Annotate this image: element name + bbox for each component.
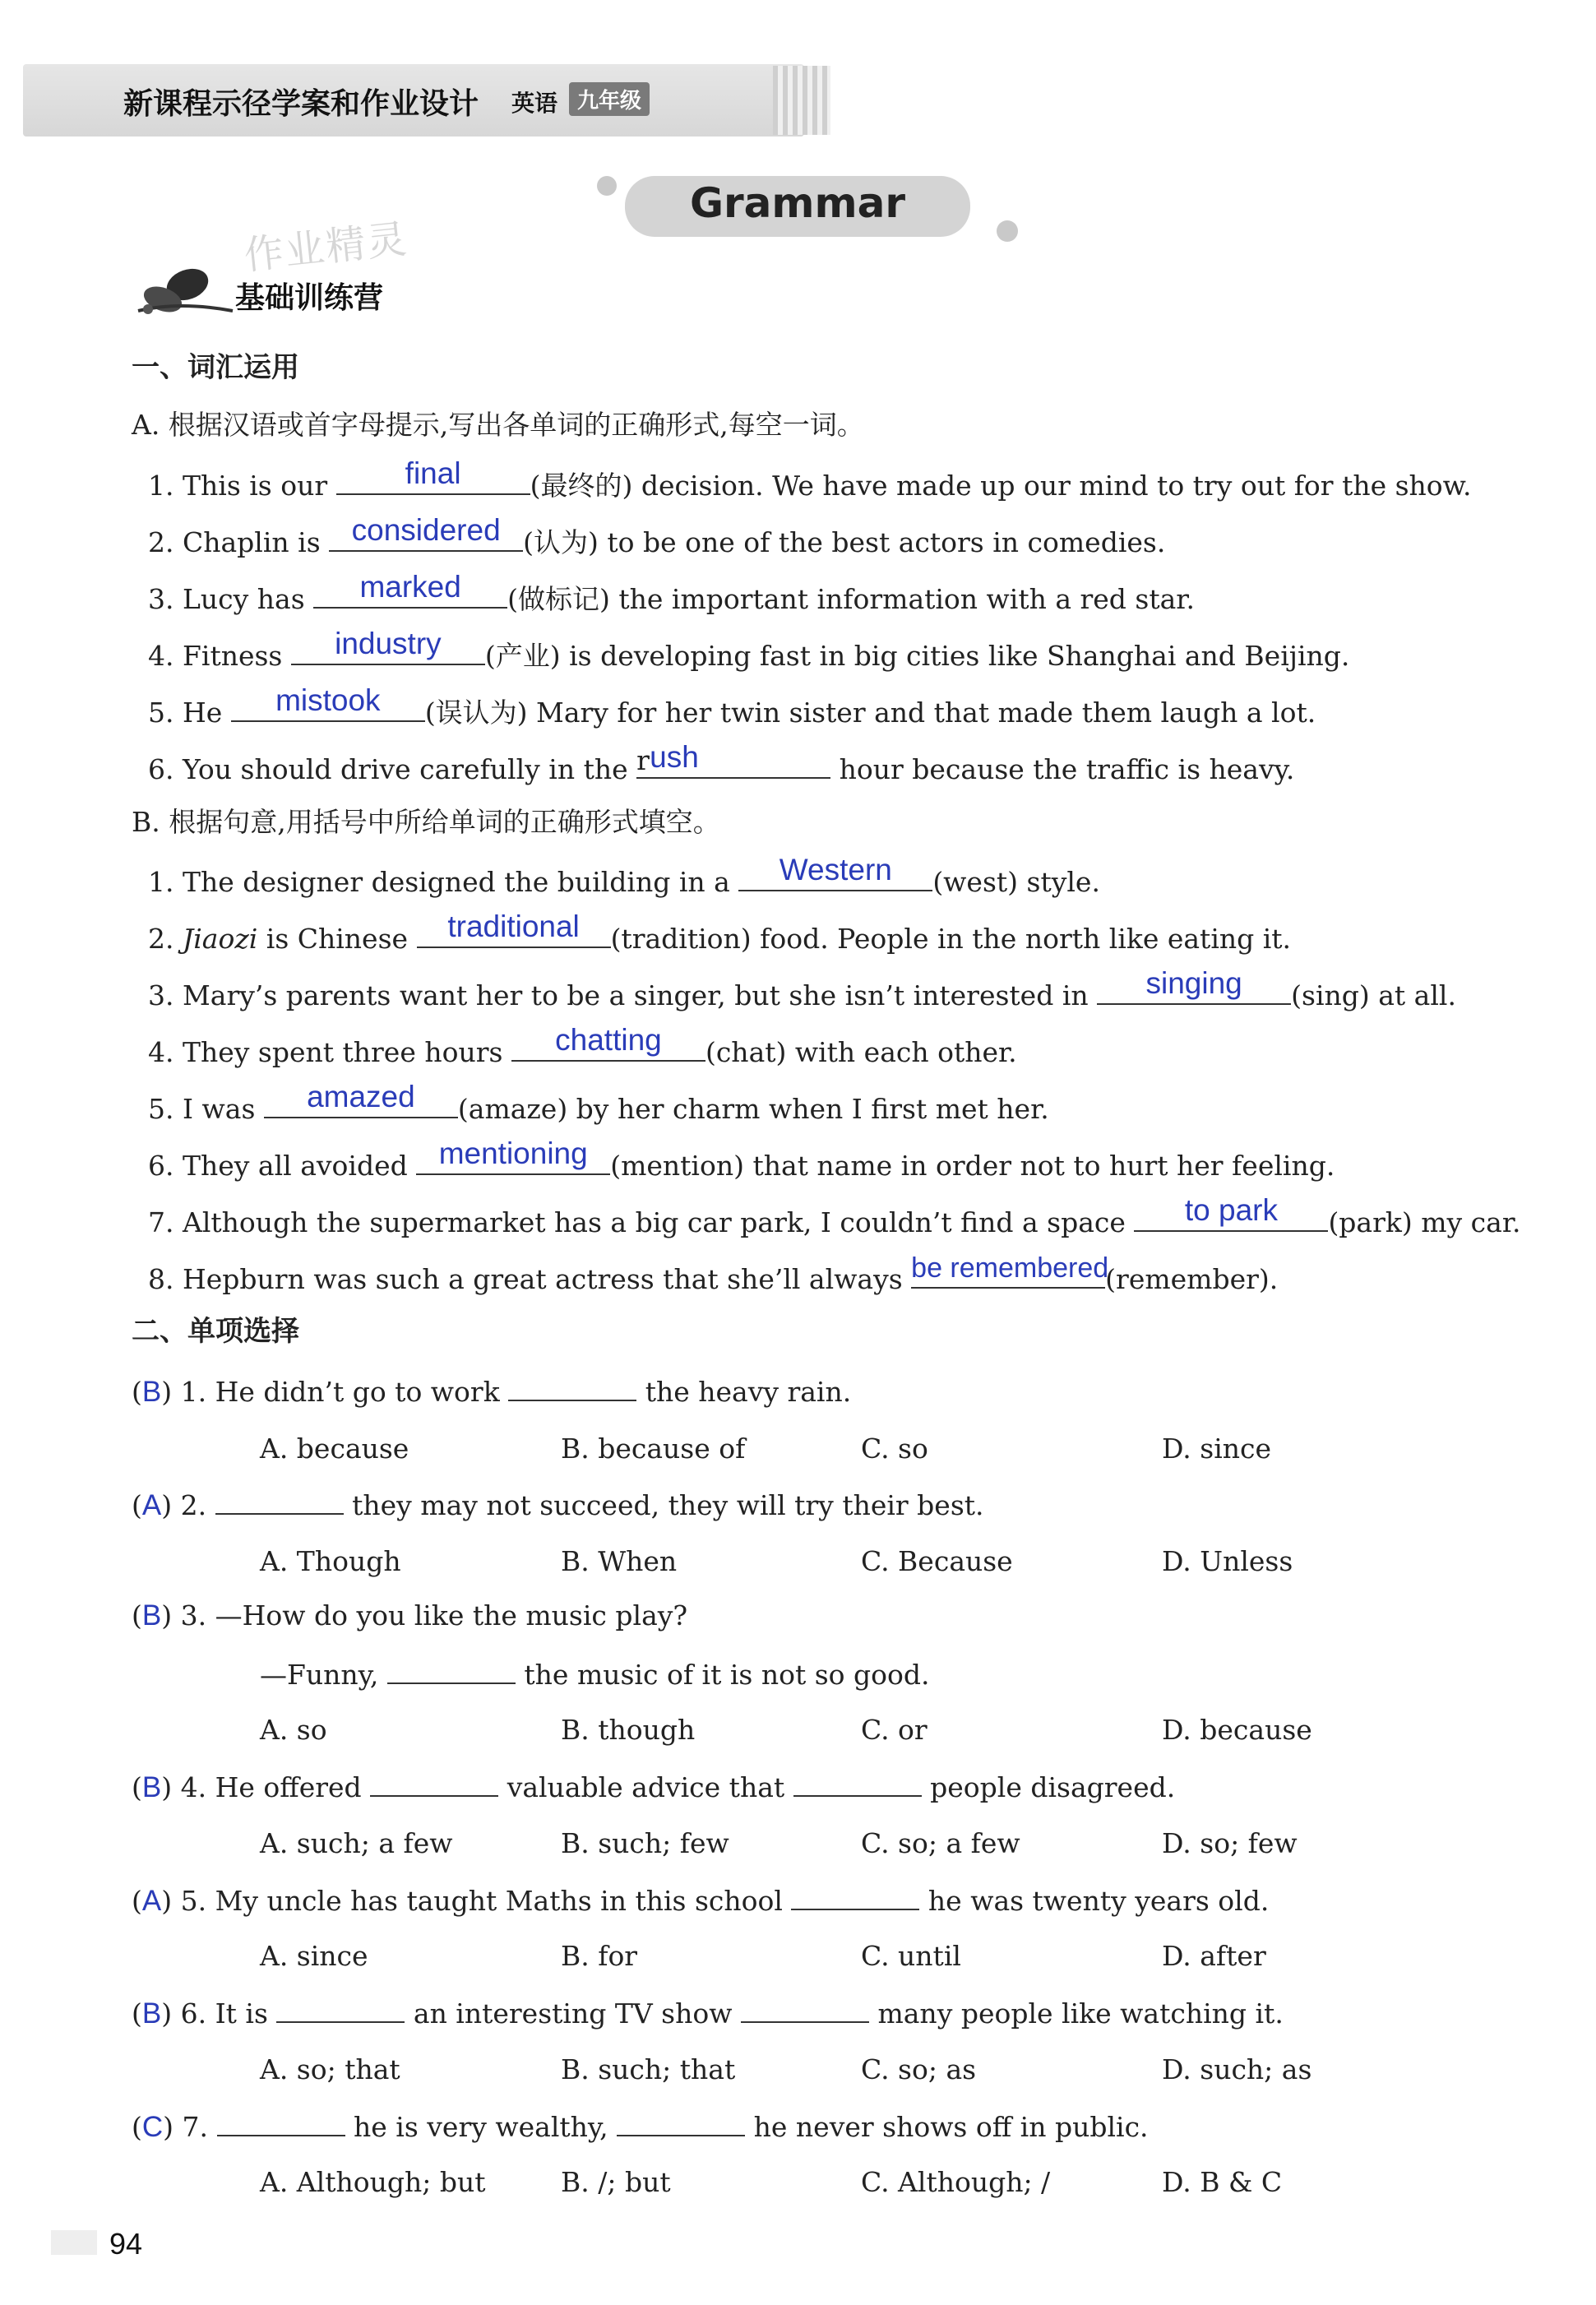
choice-answer: B xyxy=(141,1997,162,2030)
banner-dot-icon xyxy=(997,220,1018,242)
option[interactable]: B. though xyxy=(561,1714,696,1746)
part1-b-instruction: B. 根据句意,用括号中所给单词的正确形式填空。 xyxy=(132,806,720,838)
answer-text: chatting xyxy=(555,1023,662,1057)
option[interactable]: D. B & C xyxy=(1162,2166,1283,2198)
answer-blank[interactable] xyxy=(313,570,507,609)
option[interactable]: B. /; but xyxy=(561,2166,671,2198)
section-title: 基础训练营 xyxy=(235,281,384,315)
choice-answer: B xyxy=(141,1599,162,1632)
page-title: Grammar xyxy=(689,179,906,227)
option[interactable]: B. because of xyxy=(561,1433,746,1465)
answer-text: marked xyxy=(359,570,461,604)
option[interactable]: C. Because xyxy=(861,1545,1013,1577)
option[interactable]: B. for xyxy=(561,1940,638,1972)
answer-text: singing xyxy=(1145,966,1242,1000)
answer-blank[interactable] xyxy=(416,1136,610,1175)
answer-blank[interactable] xyxy=(370,1770,498,1797)
answer-blank[interactable] xyxy=(329,513,523,552)
mc-question: (B) 1. He didn’t go to work the heavy rain. xyxy=(132,1376,852,1408)
answer-text: mistook xyxy=(275,683,381,717)
option[interactable]: A. such; a few xyxy=(260,1827,453,1859)
choice-answer: B xyxy=(141,1771,162,1803)
choice-answer: B xyxy=(141,1376,162,1408)
answer-blank[interactable] xyxy=(336,456,530,495)
option[interactable]: A. because xyxy=(260,1433,409,1465)
option[interactable]: A. so; that xyxy=(260,2053,400,2085)
answer-blank[interactable] xyxy=(617,2110,745,2136)
answer-blank[interactable] xyxy=(217,2110,345,2136)
vocab-item: 5. He mistook (误认为) Mary for her twin sister and that made them laugh a lot. xyxy=(148,683,1316,729)
option[interactable]: A. so xyxy=(260,1714,327,1746)
answer-text: amazed xyxy=(307,1080,415,1113)
answer-text: traditional xyxy=(447,910,580,943)
banner-dot-icon xyxy=(597,176,617,196)
answer-blank[interactable] xyxy=(738,853,932,891)
answer-blank[interactable] xyxy=(215,1488,344,1515)
vocab-item: 1. This is our final (最终的) decision. We have made up our mind to try out for the show. xyxy=(148,456,1472,502)
answer-blank[interactable] xyxy=(508,1375,636,1401)
answer-blank[interactable] xyxy=(511,1023,705,1062)
word-form-item: 7. Although the supermarket has a big car park, I couldn’t find a space to park (park) my car. xyxy=(148,1193,1521,1238)
vocab-item: 6. You should drive carefully in the r ush hour because the traffic is heavy. xyxy=(148,740,1295,785)
answer-text: mentioning xyxy=(438,1136,588,1170)
mc-question: (A) 2. they may not succeed, they will try their best. xyxy=(132,1489,984,1521)
option[interactable]: C. Although; / xyxy=(861,2166,1051,2198)
mc-question: (C) 7. he is very wealthy, he never shows off in public. xyxy=(132,2111,1149,2143)
answer-blank[interactable] xyxy=(1097,966,1291,1005)
mc-question: (B) 3. —How do you like the music play? xyxy=(132,1599,688,1632)
grade-badge: 九年级 xyxy=(569,82,650,116)
letter-hint: r xyxy=(636,744,650,776)
option[interactable]: D. since xyxy=(1162,1433,1272,1465)
part2-heading: 二、单项选择 xyxy=(132,1315,299,1348)
answer-blank[interactable] xyxy=(291,627,485,665)
answer-text: ush xyxy=(650,740,699,774)
option[interactable]: D. Unless xyxy=(1162,1545,1293,1577)
answer-blank[interactable] xyxy=(1134,1193,1328,1232)
answer-text: final xyxy=(405,456,461,490)
choice-answer: A xyxy=(141,1885,162,1917)
vocab-item: 2. Chaplin is considered (认为) to be one of the best actors in comedies. xyxy=(148,513,1166,558)
answer-text: be remembered xyxy=(911,1252,1109,1284)
option[interactable]: D. such; as xyxy=(1162,2053,1312,2085)
answer-blank[interactable] xyxy=(911,1252,1109,1289)
answer-blank[interactable] xyxy=(636,740,830,779)
word-form-item: 1. The designer designed the building in a Western (west) style. xyxy=(148,853,1100,898)
option[interactable]: A. Though xyxy=(260,1545,401,1577)
header-decoration xyxy=(773,66,830,135)
mc-question: (B) 4. He offered valuable advice that people disagreed. xyxy=(132,1771,1176,1803)
option[interactable]: C. or xyxy=(861,1714,928,1746)
page-number: 94 xyxy=(109,2227,143,2261)
subject-label: 英语 xyxy=(511,90,558,117)
leaf-icon xyxy=(130,260,237,326)
mc-question-line2: —Funny, the music of it is not so good. xyxy=(260,1659,930,1691)
part1-heading: 一、词汇运用 xyxy=(132,351,299,384)
answer-text: considered xyxy=(351,513,501,547)
mc-question: (A) 5. My uncle has taught Maths in this school he was twenty years old. xyxy=(132,1885,1270,1917)
option[interactable]: D. after xyxy=(1162,1940,1266,1972)
option[interactable]: A. Although; but xyxy=(260,2166,486,2198)
choice-answer: C xyxy=(141,2111,164,2143)
choice-answer: A xyxy=(141,1489,162,1521)
word-form-item: 8. Hepburn was such a great actress that she’ll always be remembered (remember). xyxy=(148,1252,1279,1295)
answer-text: to park xyxy=(1184,1193,1278,1227)
option[interactable]: B. such; that xyxy=(561,2053,736,2085)
word-form-item: 4. They spent three hours chatting (chat) with each other. xyxy=(148,1023,1017,1068)
option[interactable]: D. because xyxy=(1162,1714,1312,1746)
answer-text: industry xyxy=(335,627,442,660)
option[interactable]: B. When xyxy=(561,1545,678,1577)
vocab-item: 3. Lucy has marked (做标记) the important information with a red star. xyxy=(148,570,1195,615)
page-tab xyxy=(51,2230,97,2255)
word-form-item: 3. Mary’s parents want her to be a singer, but she isn’t interested in singing (sing) at all. xyxy=(148,966,1456,1011)
option[interactable]: C. so xyxy=(861,1433,928,1465)
option[interactable]: B. such; few xyxy=(561,1827,729,1859)
option[interactable]: C. so; as xyxy=(861,2053,977,2085)
answer-blank[interactable] xyxy=(741,1997,869,2023)
option[interactable]: D. so; few xyxy=(1162,1827,1298,1859)
answer-blank[interactable] xyxy=(231,683,425,722)
book-title: 新课程示径学案和作业设计 xyxy=(123,87,479,121)
mc-question: (B) 6. It is an interesting TV show many people like watching it. xyxy=(132,1997,1284,2030)
answer-blank[interactable] xyxy=(387,1658,516,1684)
word-form-item: 6. They all avoided mentioning (mention) that name in order not to hurt her feeling. xyxy=(148,1136,1335,1182)
answer-blank[interactable] xyxy=(276,1997,405,2023)
option[interactable]: C. so; a few xyxy=(861,1827,1020,1859)
vocab-item: 4. Fitness industry (产业) is developing fast in big cities like Shanghai and Beijing. xyxy=(148,627,1350,672)
answer-blank[interactable] xyxy=(791,1884,919,1910)
answer-blank[interactable] xyxy=(793,1770,922,1797)
option[interactable]: C. until xyxy=(861,1940,961,1972)
word-form-item: 5. I was amazed (amaze) by her charm when I first met her. xyxy=(148,1080,1049,1125)
answer-blank[interactable] xyxy=(417,910,611,948)
answer-blank[interactable] xyxy=(264,1080,458,1118)
watermark: 作业精灵 xyxy=(242,215,410,280)
part1-a-instruction: A. 根据汉语或首字母提示,写出各单词的正确形式,每空一词。 xyxy=(132,409,864,441)
option[interactable]: A. since xyxy=(260,1940,368,1972)
answer-text: Western xyxy=(779,853,892,886)
word-form-item: 2. Jiaozi is Chinese traditional (tradition) food. People in the north like eating it. xyxy=(148,910,1292,955)
